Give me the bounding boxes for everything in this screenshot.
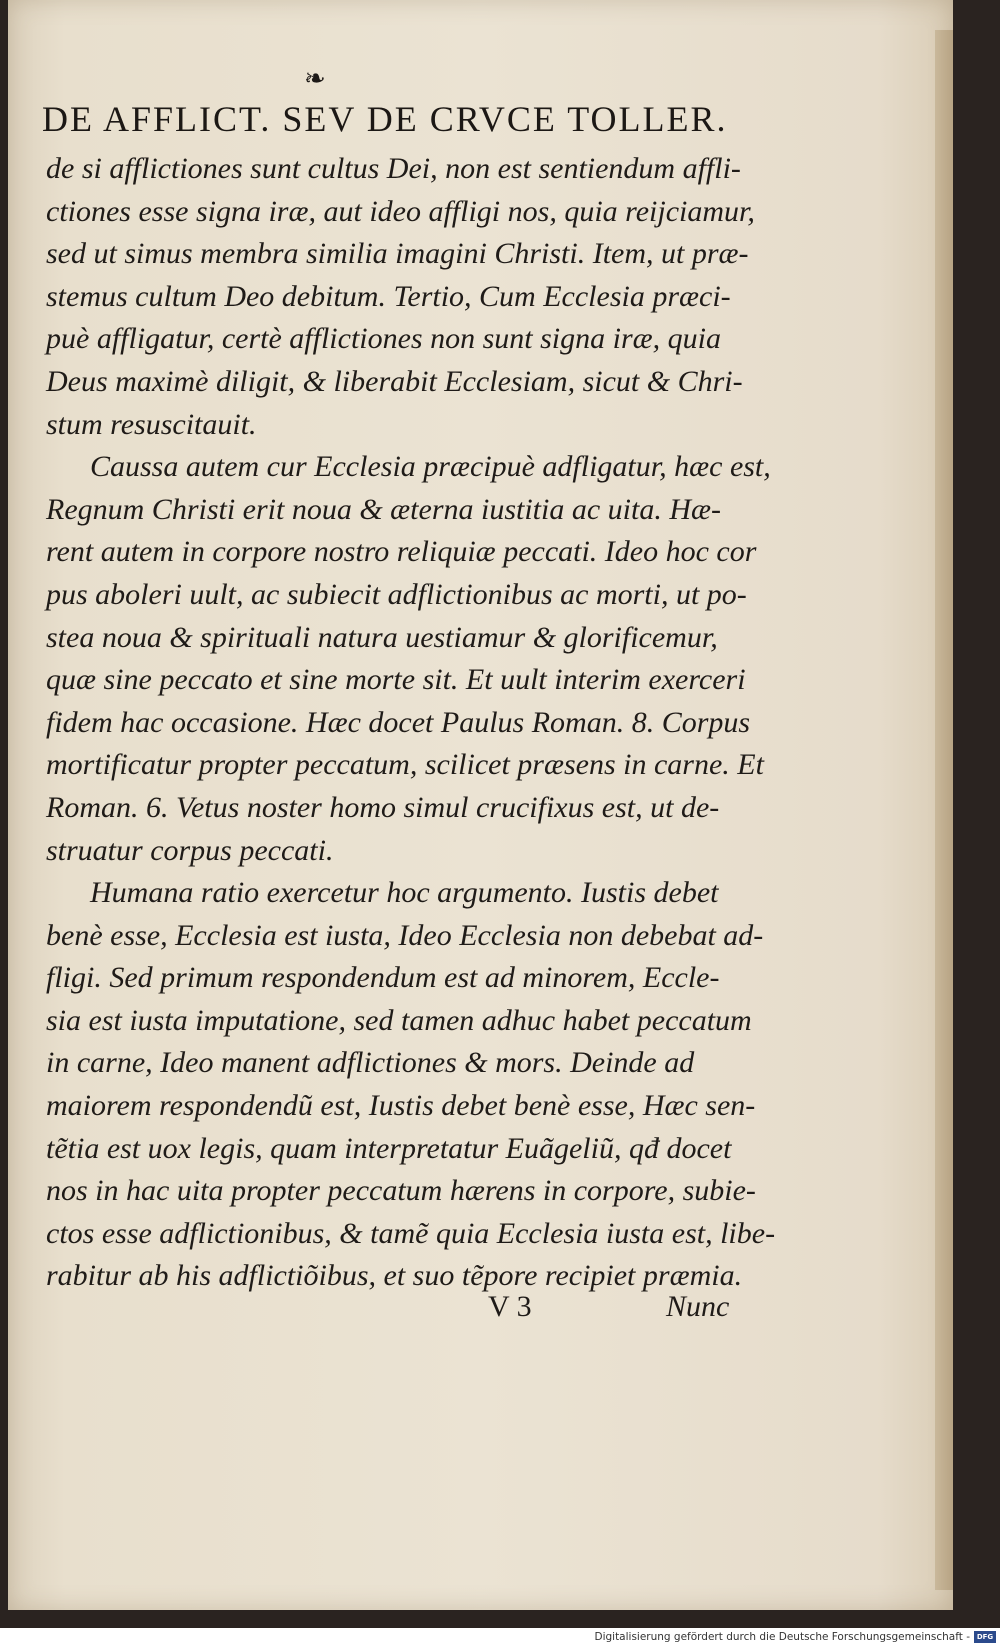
text-line: in carne, Ideo manent adflictiones & mors. Deinde ad [46,1046,695,1080]
running-head: DE AFFLICT. SEV DE CRVCE TOLLER. [42,99,728,139]
text-line: Roman. 6. Vetus noster homo simul crucifixus est, ut de- [46,790,720,824]
text-line: de si afflictiones sunt cultus Dei, non est sentiendum affli- [46,152,741,185]
text-line: sed ut simus membra similia imagini Christi. Item, ut præ- [46,237,749,271]
text-line: tẽtia est uox legis, quam interpretatur Euãgeliũ, qđ docet [46,1131,732,1165]
text-line: Caussa autem cur Ecclesia præcipuè adfligatur, hæc est, [90,450,771,484]
text-line: ctos esse adflictionibus, & tamẽ quia Ecclesia iusta est, libe- [46,1216,776,1250]
signature-mark: V 3 [488,1290,532,1323]
text-line: pus aboleri uult, ac subiecit adflictionibus ac morti, ut po- [46,577,747,611]
text-line: Regnum Christi erit noua & æterna iustitia ac uita. Hæ- [46,492,721,526]
text-line: stemus cultum Deo debitum. Tertio, Cum Ecclesia præci- [46,279,731,313]
text-line: fligi. Sed primum respondendum est ad minorem, Eccle- [46,961,720,995]
body-text [46,148,786,1298]
text-line: struatur corpus peccati. [46,833,334,867]
text-line: stea noua & spirituali natura uestiamur & glorificemur, [46,620,718,654]
text-line: Deus maximè diligit, & liberabit Ecclesiam, sicut & Chri- [46,364,743,398]
text-line: stum resuscitauit. [46,407,257,441]
page-footer [8,1290,1000,1330]
text-line: quæ sine peccato et sine morte sit. Et uult interim exerceri [46,663,746,697]
text-line: mortificatur propter peccatum, scilicet præsens in carne. Et [46,748,764,782]
catchword: Nunc [666,1290,730,1323]
text-line: rabitur ab his adflictiõibus, et suo tẽpore recipiet præmia. [46,1259,743,1293]
text-line: Humana ratio exercetur hoc argumento. Iustis debet [90,876,719,910]
book-page [8,0,953,1610]
funding-credit: Digitalisierung gefördert durch die Deutsche Forschungsgemeinschaft - [594,1631,970,1643]
text-line: nos in hac uita propter peccatum hærens in corpore, subie- [46,1174,756,1208]
text-line: fidem hac occasione. Hæc docet Paulus Roman. 8. Corpus [46,705,751,739]
text-line: benè esse, Ecclesia est iusta, Ideo Ecclesia non debebat ad- [46,918,764,952]
text-line: rent autem in corpore nostro reliquiæ peccati. Ideo hoc cor [46,535,757,569]
fleuron-ornament: ❧ [304,64,326,94]
page-edge [935,30,953,1590]
text-line: maiorem respondendũ est, Iustis debet benè esse, Hæc sen- [46,1089,756,1123]
text-line: ctiones esse signa iræ, aut ideo affligi nos, quia reijciamur, [46,194,755,228]
text-line: puè affligatur, certè afflictiones non sunt signa iræ, quia [46,322,721,356]
dfg-logo: DFG [974,1631,996,1643]
text-line: sia est iusta imputatione, sed tamen adhuc habet peccatum [46,1003,752,1037]
